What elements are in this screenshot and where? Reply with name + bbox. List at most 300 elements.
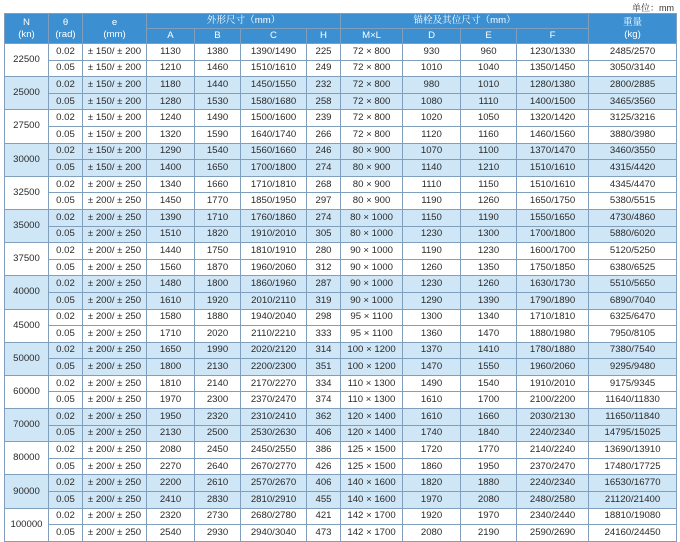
- table-cell: 1400/1500: [517, 93, 589, 110]
- table-cell: 312: [307, 259, 341, 276]
- table-cell: 72 × 800: [341, 126, 403, 143]
- table-cell: 1320: [147, 126, 195, 143]
- table-cell: 1110: [461, 93, 517, 110]
- table-cell: 0.05: [49, 160, 83, 177]
- table-cell: 2240/2340: [517, 475, 589, 492]
- table-cell: ± 200/ ± 250: [83, 409, 147, 426]
- table-cell: 80 × 900: [341, 176, 403, 193]
- table-cell: 1190: [461, 209, 517, 226]
- table-cell: 1770: [195, 193, 241, 210]
- table-cell: 11650/11840: [589, 409, 677, 426]
- table-cell: 0.02: [49, 475, 83, 492]
- table-cell: 930: [403, 44, 461, 61]
- cell-n: 30000: [5, 143, 49, 176]
- cell-n: 50000: [5, 342, 49, 375]
- table-row: [5, 309, 677, 326]
- table-cell: 1950: [461, 458, 517, 475]
- table-cell: 1600/1700: [517, 243, 589, 260]
- table-cell: 1780/1880: [517, 342, 589, 359]
- table-cell: 1400: [147, 160, 195, 177]
- table-cell: 1660: [195, 176, 241, 193]
- table-cell: 1260: [461, 193, 517, 210]
- header-d: D: [403, 29, 461, 44]
- table-cell: ± 200/ ± 250: [83, 342, 147, 359]
- table-cell: 1970: [147, 392, 195, 409]
- table-cell: 90 × 1000: [341, 259, 403, 276]
- table-cell: 90 × 1000: [341, 292, 403, 309]
- table-cell: 1940/2040: [241, 309, 307, 326]
- table-cell: 1860/1960: [241, 276, 307, 293]
- table-cell: 1120: [403, 126, 461, 143]
- table-row: [5, 392, 677, 409]
- table-cell: 2340/2440: [517, 508, 589, 525]
- table-cell: 100 × 1200: [341, 342, 403, 359]
- table-cell: 274: [307, 209, 341, 226]
- table-cell: 1340: [147, 176, 195, 193]
- table-cell: 1910/2010: [517, 375, 589, 392]
- table-cell: 80 × 1000: [341, 209, 403, 226]
- table-cell: 140 × 1600: [341, 492, 403, 509]
- table-cell: 0.02: [49, 143, 83, 160]
- table-cell: 1700: [461, 392, 517, 409]
- cell-n: 32500: [5, 176, 49, 209]
- table-cell: 1450/1550: [241, 77, 307, 94]
- table-cell: 0.02: [49, 276, 83, 293]
- table-row: [5, 176, 677, 193]
- table-cell: ± 150/ ± 200: [83, 93, 147, 110]
- table-cell: 2270: [147, 458, 195, 475]
- table-cell: 4730/4860: [589, 209, 677, 226]
- table-cell: 5880/6020: [589, 226, 677, 243]
- table-cell: 1230: [403, 226, 461, 243]
- table-cell: 455: [307, 492, 341, 509]
- table-cell: 421: [307, 508, 341, 525]
- table-cell: 1540: [461, 375, 517, 392]
- cell-n: 80000: [5, 442, 49, 475]
- table-cell: 1340: [461, 309, 517, 326]
- header-outer-dims: 外形尺寸（mm）: [147, 14, 341, 29]
- table-cell: 110 × 1300: [341, 375, 403, 392]
- table-cell: 1440: [195, 77, 241, 94]
- table-cell: 1790/1890: [517, 292, 589, 309]
- table-cell: 0.05: [49, 226, 83, 243]
- table-cell: 1360: [403, 326, 461, 343]
- table-cell: 1800: [147, 359, 195, 376]
- table-cell: 80 × 900: [341, 160, 403, 177]
- table-cell: 1590: [195, 126, 241, 143]
- header-a: A: [147, 29, 195, 44]
- table-cell: 2140/2240: [517, 442, 589, 459]
- table-cell: 1440: [147, 243, 195, 260]
- table-cell: 2320: [147, 508, 195, 525]
- table-cell: ± 200/ ± 250: [83, 392, 147, 409]
- table-cell: 1130: [147, 44, 195, 61]
- table-cell: 1350/1450: [517, 60, 589, 77]
- table-cell: 2610: [195, 475, 241, 492]
- table-row: [5, 359, 677, 376]
- table-cell: 1720: [403, 442, 461, 459]
- table-cell: 5510/5650: [589, 276, 677, 293]
- table-cell: 0.05: [49, 458, 83, 475]
- table-row: [5, 93, 677, 110]
- table-cell: ± 200/ ± 250: [83, 309, 147, 326]
- table-cell: ± 200/ ± 250: [83, 209, 147, 226]
- table-cell: 2450: [195, 442, 241, 459]
- table-cell: ± 200/ ± 250: [83, 359, 147, 376]
- cell-n: 70000: [5, 409, 49, 442]
- table-cell: 1510: [147, 226, 195, 243]
- table-cell: 1710/1810: [241, 176, 307, 193]
- table-cell: 386: [307, 442, 341, 459]
- table-row: [5, 508, 677, 525]
- table-cell: 1260: [461, 276, 517, 293]
- table-cell: 1750/1850: [517, 259, 589, 276]
- table-cell: 297: [307, 193, 341, 210]
- cell-n: 25000: [5, 77, 49, 110]
- table-cell: 1960/2060: [517, 359, 589, 376]
- table-cell: 1920: [403, 508, 461, 525]
- table-cell: 1750: [195, 243, 241, 260]
- table-cell: 0.02: [49, 442, 83, 459]
- table-cell: 2810/2910: [241, 492, 307, 509]
- table-cell: 1610: [403, 409, 461, 426]
- table-cell: 1020: [403, 110, 461, 127]
- table-cell: 406: [307, 475, 341, 492]
- table-cell: 3880/3980: [589, 126, 677, 143]
- table-cell: 90 × 1000: [341, 276, 403, 293]
- table-cell: 1880: [461, 475, 517, 492]
- table-cell: 1230: [403, 276, 461, 293]
- table-cell: ± 200/ ± 250: [83, 276, 147, 293]
- table-cell: 1850/1950: [241, 193, 307, 210]
- table-cell: 1510/1610: [517, 176, 589, 193]
- table-cell: 1150: [403, 209, 461, 226]
- table-cell: 72 × 800: [341, 60, 403, 77]
- table-row: [5, 276, 677, 293]
- table-cell: 239: [307, 110, 341, 127]
- table-cell: 1630/1730: [517, 276, 589, 293]
- table-cell: 142 × 1700: [341, 525, 403, 542]
- table-cell: 1210: [461, 160, 517, 177]
- table-cell: 1990: [195, 342, 241, 359]
- table-cell: 268: [307, 176, 341, 193]
- table-cell: 1710: [195, 209, 241, 226]
- header-e: e (mm): [83, 14, 147, 44]
- table-cell: 246: [307, 143, 341, 160]
- table-cell: 1280: [147, 93, 195, 110]
- table-cell: 2100/2200: [517, 392, 589, 409]
- table-cell: 2680/2780: [241, 508, 307, 525]
- table-cell: 249: [307, 60, 341, 77]
- table-cell: ± 150/ ± 200: [83, 143, 147, 160]
- table-cell: 0.02: [49, 375, 83, 392]
- table-cell: 0.05: [49, 492, 83, 509]
- table-cell: 2570/2670: [241, 475, 307, 492]
- table-cell: 2300: [195, 392, 241, 409]
- table-cell: ± 200/ ± 250: [83, 176, 147, 193]
- table-cell: 0.05: [49, 392, 83, 409]
- table-cell: 333: [307, 326, 341, 343]
- table-row: [5, 44, 677, 61]
- table-row: [5, 525, 677, 542]
- table-cell: 1960/2060: [241, 259, 307, 276]
- table-cell: 2190: [461, 525, 517, 542]
- header-e-anchor: E: [461, 29, 517, 44]
- table-cell: 110 × 1300: [341, 392, 403, 409]
- table-cell: 95 × 1100: [341, 309, 403, 326]
- table-cell: 24160/24450: [589, 525, 677, 542]
- table-cell: 1870: [195, 259, 241, 276]
- table-cell: 1140: [403, 160, 461, 177]
- table-cell: 0.02: [49, 110, 83, 127]
- table-cell: 1650/1750: [517, 193, 589, 210]
- table-cell: 3465/3560: [589, 93, 677, 110]
- table-cell: 1740: [403, 425, 461, 442]
- table-cell: 2310/2410: [241, 409, 307, 426]
- table-cell: 3460/3550: [589, 143, 677, 160]
- table-cell: ± 200/ ± 250: [83, 425, 147, 442]
- table-cell: 1160: [461, 126, 517, 143]
- table-cell: 2170/2270: [241, 375, 307, 392]
- table-cell: 2940/3040: [241, 525, 307, 542]
- table-cell: 18810/19080: [589, 508, 677, 525]
- table-cell: 258: [307, 93, 341, 110]
- table-row: [5, 226, 677, 243]
- table-cell: 1770: [461, 442, 517, 459]
- table-cell: 1540: [195, 143, 241, 160]
- table-row: [5, 425, 677, 442]
- table-cell: 1610: [147, 292, 195, 309]
- table-row: [5, 259, 677, 276]
- table-cell: 1300: [403, 309, 461, 326]
- table-cell: 1370: [403, 342, 461, 359]
- table-cell: 1290: [403, 292, 461, 309]
- table-cell: 13690/13910: [589, 442, 677, 459]
- header-h: H: [307, 29, 341, 44]
- table-cell: 1260: [403, 259, 461, 276]
- table-cell: 2130: [147, 425, 195, 442]
- table-cell: 1280/1380: [517, 77, 589, 94]
- table-cell: 0.02: [49, 44, 83, 61]
- table-cell: ± 150/ ± 200: [83, 160, 147, 177]
- table-cell: 90 × 1000: [341, 243, 403, 260]
- table-cell: ± 150/ ± 200: [83, 77, 147, 94]
- table-cell: 1070: [403, 143, 461, 160]
- table-cell: 125 × 1500: [341, 458, 403, 475]
- table-cell: ± 200/ ± 250: [83, 458, 147, 475]
- table-cell: 0.02: [49, 342, 83, 359]
- table-cell: 0.05: [49, 126, 83, 143]
- table-cell: 1040: [461, 60, 517, 77]
- table-cell: 2590/2690: [517, 525, 589, 542]
- table-cell: 0.05: [49, 193, 83, 210]
- table-cell: ± 200/ ± 250: [83, 226, 147, 243]
- table-row: [5, 243, 677, 260]
- table-cell: 1610: [403, 392, 461, 409]
- table-cell: 0.05: [49, 326, 83, 343]
- table-cell: 1150: [461, 176, 517, 193]
- table-cell: 1500/1600: [241, 110, 307, 127]
- table-cell: 319: [307, 292, 341, 309]
- table-cell: 1390: [461, 292, 517, 309]
- table-cell: 5120/5250: [589, 243, 677, 260]
- table-cell: 0.05: [49, 93, 83, 110]
- table-cell: 1910/2010: [241, 226, 307, 243]
- header-mxl: M×L: [341, 29, 403, 44]
- table-cell: 1010: [403, 60, 461, 77]
- table-cell: 2020: [195, 326, 241, 343]
- table-cell: 2080: [147, 442, 195, 459]
- table-cell: 1860: [403, 458, 461, 475]
- table-cell: 2730: [195, 508, 241, 525]
- table-cell: 1810/1910: [241, 243, 307, 260]
- table-cell: 0.05: [49, 259, 83, 276]
- cell-n: 90000: [5, 475, 49, 508]
- table-cell: 1580/1680: [241, 93, 307, 110]
- table-cell: 0.02: [49, 77, 83, 94]
- table-row: [5, 209, 677, 226]
- table-row: [5, 342, 677, 359]
- table-row: [5, 143, 677, 160]
- table-cell: 80 × 1000: [341, 226, 403, 243]
- table-cell: 426: [307, 458, 341, 475]
- table-cell: 1700/1800: [517, 226, 589, 243]
- table-cell: 2830: [195, 492, 241, 509]
- table-cell: 0.02: [49, 409, 83, 426]
- table-cell: 0.02: [49, 176, 83, 193]
- table-cell: 6890/7040: [589, 292, 677, 309]
- table-cell: 4315/4420: [589, 160, 677, 177]
- table-cell: 0.05: [49, 359, 83, 376]
- table-cell: 280: [307, 243, 341, 260]
- table-row: [5, 475, 677, 492]
- table-cell: ± 200/ ± 250: [83, 475, 147, 492]
- table-cell: 1450: [147, 193, 195, 210]
- table-cell: 7950/8105: [589, 326, 677, 343]
- table-cell: 72 × 800: [341, 93, 403, 110]
- table-cell: 1650: [147, 342, 195, 359]
- table-row: [5, 292, 677, 309]
- table-cell: 1350: [461, 259, 517, 276]
- table-cell: 95 × 1100: [341, 326, 403, 343]
- table-cell: 1410: [461, 342, 517, 359]
- table-cell: 2200/2300: [241, 359, 307, 376]
- table-cell: 1390: [147, 209, 195, 226]
- table-cell: 0.02: [49, 309, 83, 326]
- table-cell: ± 150/ ± 200: [83, 60, 147, 77]
- table-cell: 1840: [461, 425, 517, 442]
- table-cell: 1240: [147, 110, 195, 127]
- cell-n: 27500: [5, 110, 49, 143]
- table-cell: 1460: [195, 60, 241, 77]
- table-cell: ± 200/ ± 250: [83, 508, 147, 525]
- table-cell: 1290: [147, 143, 195, 160]
- table-cell: 2200: [147, 475, 195, 492]
- table-cell: 2080: [461, 492, 517, 509]
- table-cell: 1710: [147, 326, 195, 343]
- table-cell: 2320: [195, 409, 241, 426]
- table-cell: 960: [461, 44, 517, 61]
- table-cell: 2240/2340: [517, 425, 589, 442]
- table-cell: 1190: [403, 243, 461, 260]
- table-cell: 1390/1490: [241, 44, 307, 61]
- table-cell: 1050: [461, 110, 517, 127]
- table-cell: 140 × 1600: [341, 475, 403, 492]
- table-cell: 72 × 800: [341, 110, 403, 127]
- table-cell: 1820: [195, 226, 241, 243]
- table-cell: 17480/17725: [589, 458, 677, 475]
- table-cell: 1100: [461, 143, 517, 160]
- table-cell: 9175/9345: [589, 375, 677, 392]
- table-cell: 1380: [195, 44, 241, 61]
- table-cell: 72 × 800: [341, 44, 403, 61]
- table-cell: 100 × 1200: [341, 359, 403, 376]
- table-cell: 1660: [461, 409, 517, 426]
- table-cell: ± 200/ ± 250: [83, 525, 147, 542]
- table-cell: 1180: [147, 77, 195, 94]
- table-cell: 1950: [147, 409, 195, 426]
- table-row: [5, 492, 677, 509]
- table-cell: 1490: [403, 375, 461, 392]
- table-cell: ± 200/ ± 250: [83, 375, 147, 392]
- table-cell: 2930: [195, 525, 241, 542]
- table-cell: 1480: [147, 276, 195, 293]
- bearing-spec-table: [4, 13, 677, 542]
- table-cell: ± 200/ ± 250: [83, 243, 147, 260]
- table-cell: 1880: [195, 309, 241, 326]
- table-cell: 1640/1740: [241, 126, 307, 143]
- table-cell: 1470: [403, 359, 461, 376]
- table-cell: 7380/7540: [589, 342, 677, 359]
- table-cell: 0.05: [49, 525, 83, 542]
- cell-n: 100000: [5, 508, 49, 541]
- table-cell: 1010: [461, 77, 517, 94]
- table-cell: 2370/2470: [517, 458, 589, 475]
- table-cell: 980: [403, 77, 461, 94]
- cell-n: 35000: [5, 209, 49, 242]
- table-cell: 4345/4470: [589, 176, 677, 193]
- table-cell: 1880/1980: [517, 326, 589, 343]
- table-cell: 1650: [195, 160, 241, 177]
- table-cell: 2410: [147, 492, 195, 509]
- table-cell: 1760/1860: [241, 209, 307, 226]
- table-cell: 1230: [461, 243, 517, 260]
- table-cell: 0.05: [49, 60, 83, 77]
- header-n: N (kn): [5, 14, 49, 44]
- table-cell: 1490: [195, 110, 241, 127]
- cell-n: 37500: [5, 243, 49, 276]
- header-anchor-dims: 锚栓及其位尺寸（mm）: [341, 14, 589, 29]
- table-cell: 473: [307, 525, 341, 542]
- table-cell: ± 200/ ± 250: [83, 326, 147, 343]
- table-cell: ± 200/ ± 250: [83, 193, 147, 210]
- header-weight: 重量 (kg): [589, 14, 677, 44]
- table-cell: 362: [307, 409, 341, 426]
- table-row: [5, 110, 677, 127]
- table-cell: 1580: [147, 309, 195, 326]
- header-b: B: [195, 29, 241, 44]
- table-cell: 2480/2580: [517, 492, 589, 509]
- unit-label: 单位：mm: [632, 3, 674, 13]
- table-cell: 266: [307, 126, 341, 143]
- cell-n: 45000: [5, 309, 49, 342]
- table-cell: 1530: [195, 93, 241, 110]
- table-cell: 1080: [403, 93, 461, 110]
- table-row: [5, 409, 677, 426]
- table-cell: 80 × 900: [341, 193, 403, 210]
- table-cell: 142 × 1700: [341, 508, 403, 525]
- table-cell: 2485/2570: [589, 44, 677, 61]
